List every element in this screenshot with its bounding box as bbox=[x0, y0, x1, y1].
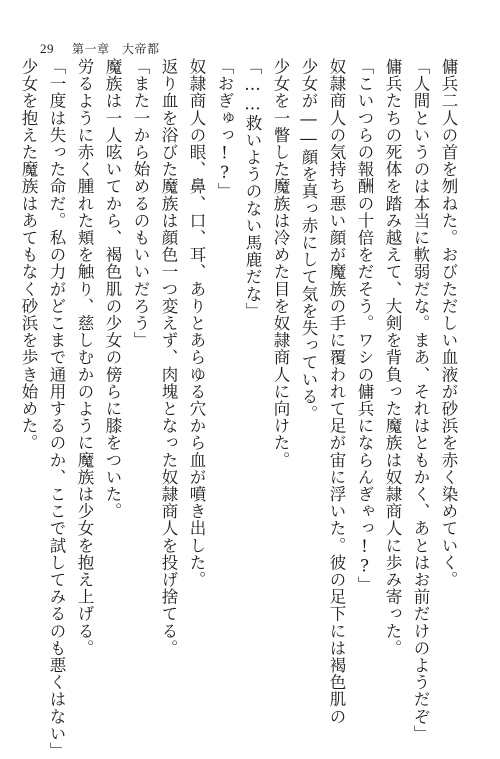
text-line: 労るように赤く腫れた頬を触り、慈しむかのように魔族は少女を抱え上げる。 bbox=[75, 58, 94, 657]
text-line: 少女を一瞥した魔族は冷めた目を奴隷商人に向けた。 bbox=[271, 58, 290, 469]
text-line: 奴隷商人の気持ち悪い顔が魔族の手に覆われて足が宙に浮いた。彼の足下には褐色肌の bbox=[327, 58, 346, 725]
text-line: 「おぎゅっ!?」 bbox=[215, 58, 234, 200]
text-line: 「人間というのは本当に軟弱だな。まあ、それはともかく、あとはお前だけのようだぞ」 bbox=[411, 58, 430, 742]
body-text bbox=[14, 58, 462, 759]
text-line: 奴隷商人の眼、鼻、口、耳、ありとあらゆる穴から血が噴き出した。 bbox=[187, 58, 206, 589]
running-head: 第一章 大帝都 bbox=[72, 42, 160, 56]
text-line: 少女が――顔を真っ赤にして気を失っている。 bbox=[299, 58, 318, 423]
text-line: 魔族は一人呟いてから、褐色肌の少女の傍らに膝をついた。 bbox=[103, 58, 122, 520]
text-line: 傭兵二人の首を刎ねた。おびただしい血液が砂浜を赤く染めていく。 bbox=[439, 58, 458, 589]
text-line: 「一度は失った命だ。私の力がどこまで通用するのか、ここで試してみるのも悪くはない」 bbox=[47, 58, 66, 759]
text-line: 「また一から始めるのもいいだろう」 bbox=[131, 58, 150, 349]
page-header bbox=[40, 40, 160, 57]
text-line: 少女を抱えた魔族はあてもなく砂浜を歩き始めた。 bbox=[19, 58, 38, 452]
text-line: 「こいつらの報酬の十倍をだそう。ワシの傭兵にならんぎゃっ!?」 bbox=[355, 58, 374, 594]
text-line: 「……救いようのない馬鹿だな」 bbox=[243, 58, 262, 320]
text-line: 返り血を浴びた魔族は顔色一つ変えず、肉塊となった奴隷商人を投げ捨てる。 bbox=[159, 58, 178, 657]
text-line: 傭兵たちの死体を踏み越えて、大剣を背負った魔族は奴隷商人に歩み寄った。 bbox=[383, 58, 402, 657]
page-number: 29 bbox=[40, 41, 54, 56]
